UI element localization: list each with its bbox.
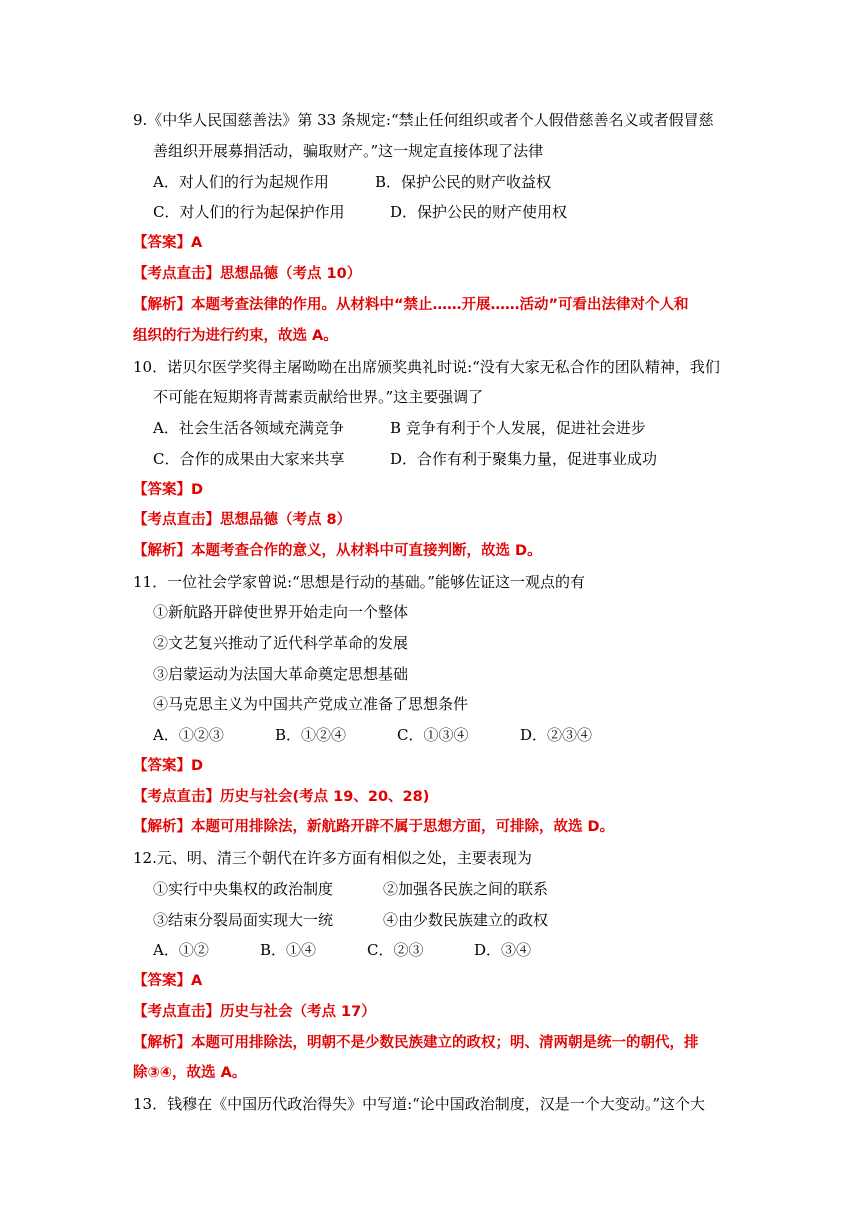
q12-analysis-line2: 除③④，故选 A。 — [133, 1065, 247, 1081]
q9-option-d: D．保护公民的财产使用权 — [390, 203, 568, 221]
q10-option-b: B 竞争有利于个人发展，促进社会进步 — [390, 419, 646, 437]
q11-option-b: B．①②④ — [275, 726, 347, 744]
q9-stem-line2: 善组织开展募捐活动，骗取财产。”这一规定直接体现了法律 — [153, 142, 544, 160]
q12-item1: ①实行中央集权的政治制度 — [153, 880, 334, 898]
q9-option-c: C．对人们的行为起保护作用 — [153, 203, 345, 221]
q12-test-point: 【考点直击】历史与社会（考点 17） — [133, 1004, 376, 1020]
q11-answer: 【答案】D — [133, 758, 204, 774]
q10-option-a: A．社会生活各领域充满竞争 — [153, 419, 344, 437]
q9-option-a: A．对人们的行为起规作用 — [153, 173, 329, 191]
q11-item4: ④马克思主义为中国共产党成立准备了思想条件 — [153, 695, 469, 713]
q10-analysis: 【解析】本题考查合作的意义，从材料中可直接判断，故选 D。 — [133, 543, 542, 559]
q12-answer: 【答案】A — [133, 973, 203, 989]
q12-item4: ④由少数民族建立的政权 — [383, 911, 549, 929]
q10-option-d: D．合作有利于聚集力量，促进事业成功 — [390, 450, 658, 468]
q10-answer: 【答案】D — [133, 482, 204, 498]
q11-stem: 11．一位社会学家曾说:“思想是行动的基础。”能够佐证这一观点的有 — [133, 573, 585, 591]
q12-option-c: C．②③ — [367, 941, 424, 959]
q11-option-c: C．①③④ — [397, 726, 469, 744]
q11-item2: ②文艺复兴推动了近代科学革命的发展 — [153, 634, 409, 652]
q12-option-a: A．①② — [153, 941, 209, 959]
q12-option-d: D．③④ — [474, 941, 532, 959]
q9-analysis-line1: 【解析】本题考查法律的作用。从材料中“禁止……开展……活动”可看出法律对个人和 — [133, 297, 689, 313]
q9-stem-line1: 9.《中华人民国慈善法》第 33 条规定:“禁止任何组织或者个人假借慈善名义或者假冒慈 — [133, 111, 714, 129]
q10-stem-line2: 不可能在短期将青蒿素贡献给世界。”这主要强调了 — [153, 388, 484, 406]
q10-test-point: 【考点直击】思想品德（考点 8） — [133, 512, 352, 528]
q12-item2: ②加强各民族之间的联系 — [383, 880, 549, 898]
q11-option-d: D．②③④ — [520, 726, 593, 744]
q12-item3: ③结束分裂局面实现大一统 — [153, 911, 334, 929]
q11-analysis: 【解析】本题可用排除法，新航路开辟不属于思想方面，可排除，故选 D。 — [133, 819, 615, 835]
q11-option-a: A．①②③ — [153, 726, 224, 744]
q12-option-b: B．①④ — [260, 941, 317, 959]
q11-test-point: 【考点直击】历史与社会(考点 19、20、28) — [133, 789, 430, 805]
q12-analysis-line1: 【解析】本题可用排除法，明朝不是少数民族建立的政权；明、清两朝是统一的朝代，排 — [133, 1035, 699, 1051]
q11-item3: ③启蒙运动为法国大革命奠定思想基础 — [153, 665, 409, 683]
q13-stem-line1: 13．钱穆在《中国历代政治得失》中写道:“论中国政治制度，汉是一个大变动。”这个大 — [133, 1095, 705, 1113]
q10-option-c: C．合作的成果由大家来共享 — [153, 450, 345, 468]
q11-item1: ①新航路开辟使世界开始走向一个整体 — [153, 603, 409, 621]
q9-analysis-line2: 组织的行为进行约束，故选 A。 — [133, 328, 338, 344]
q12-stem: 12.元、明、清三个朝代在许多方面有相似之处，主要表现为 — [133, 849, 532, 867]
q9-test-point: 【考点直击】思想品德（考点 10） — [133, 266, 362, 282]
q10-stem-line1: 10．诺贝尔医学奖得主屠呦呦在出席颁奖典礼时说:“没有大家无私合作的团队精神，我们 — [133, 358, 720, 376]
q9-option-b: B．保护公民的财产收益权 — [375, 173, 552, 191]
q9-answer: 【答案】A — [133, 235, 203, 251]
